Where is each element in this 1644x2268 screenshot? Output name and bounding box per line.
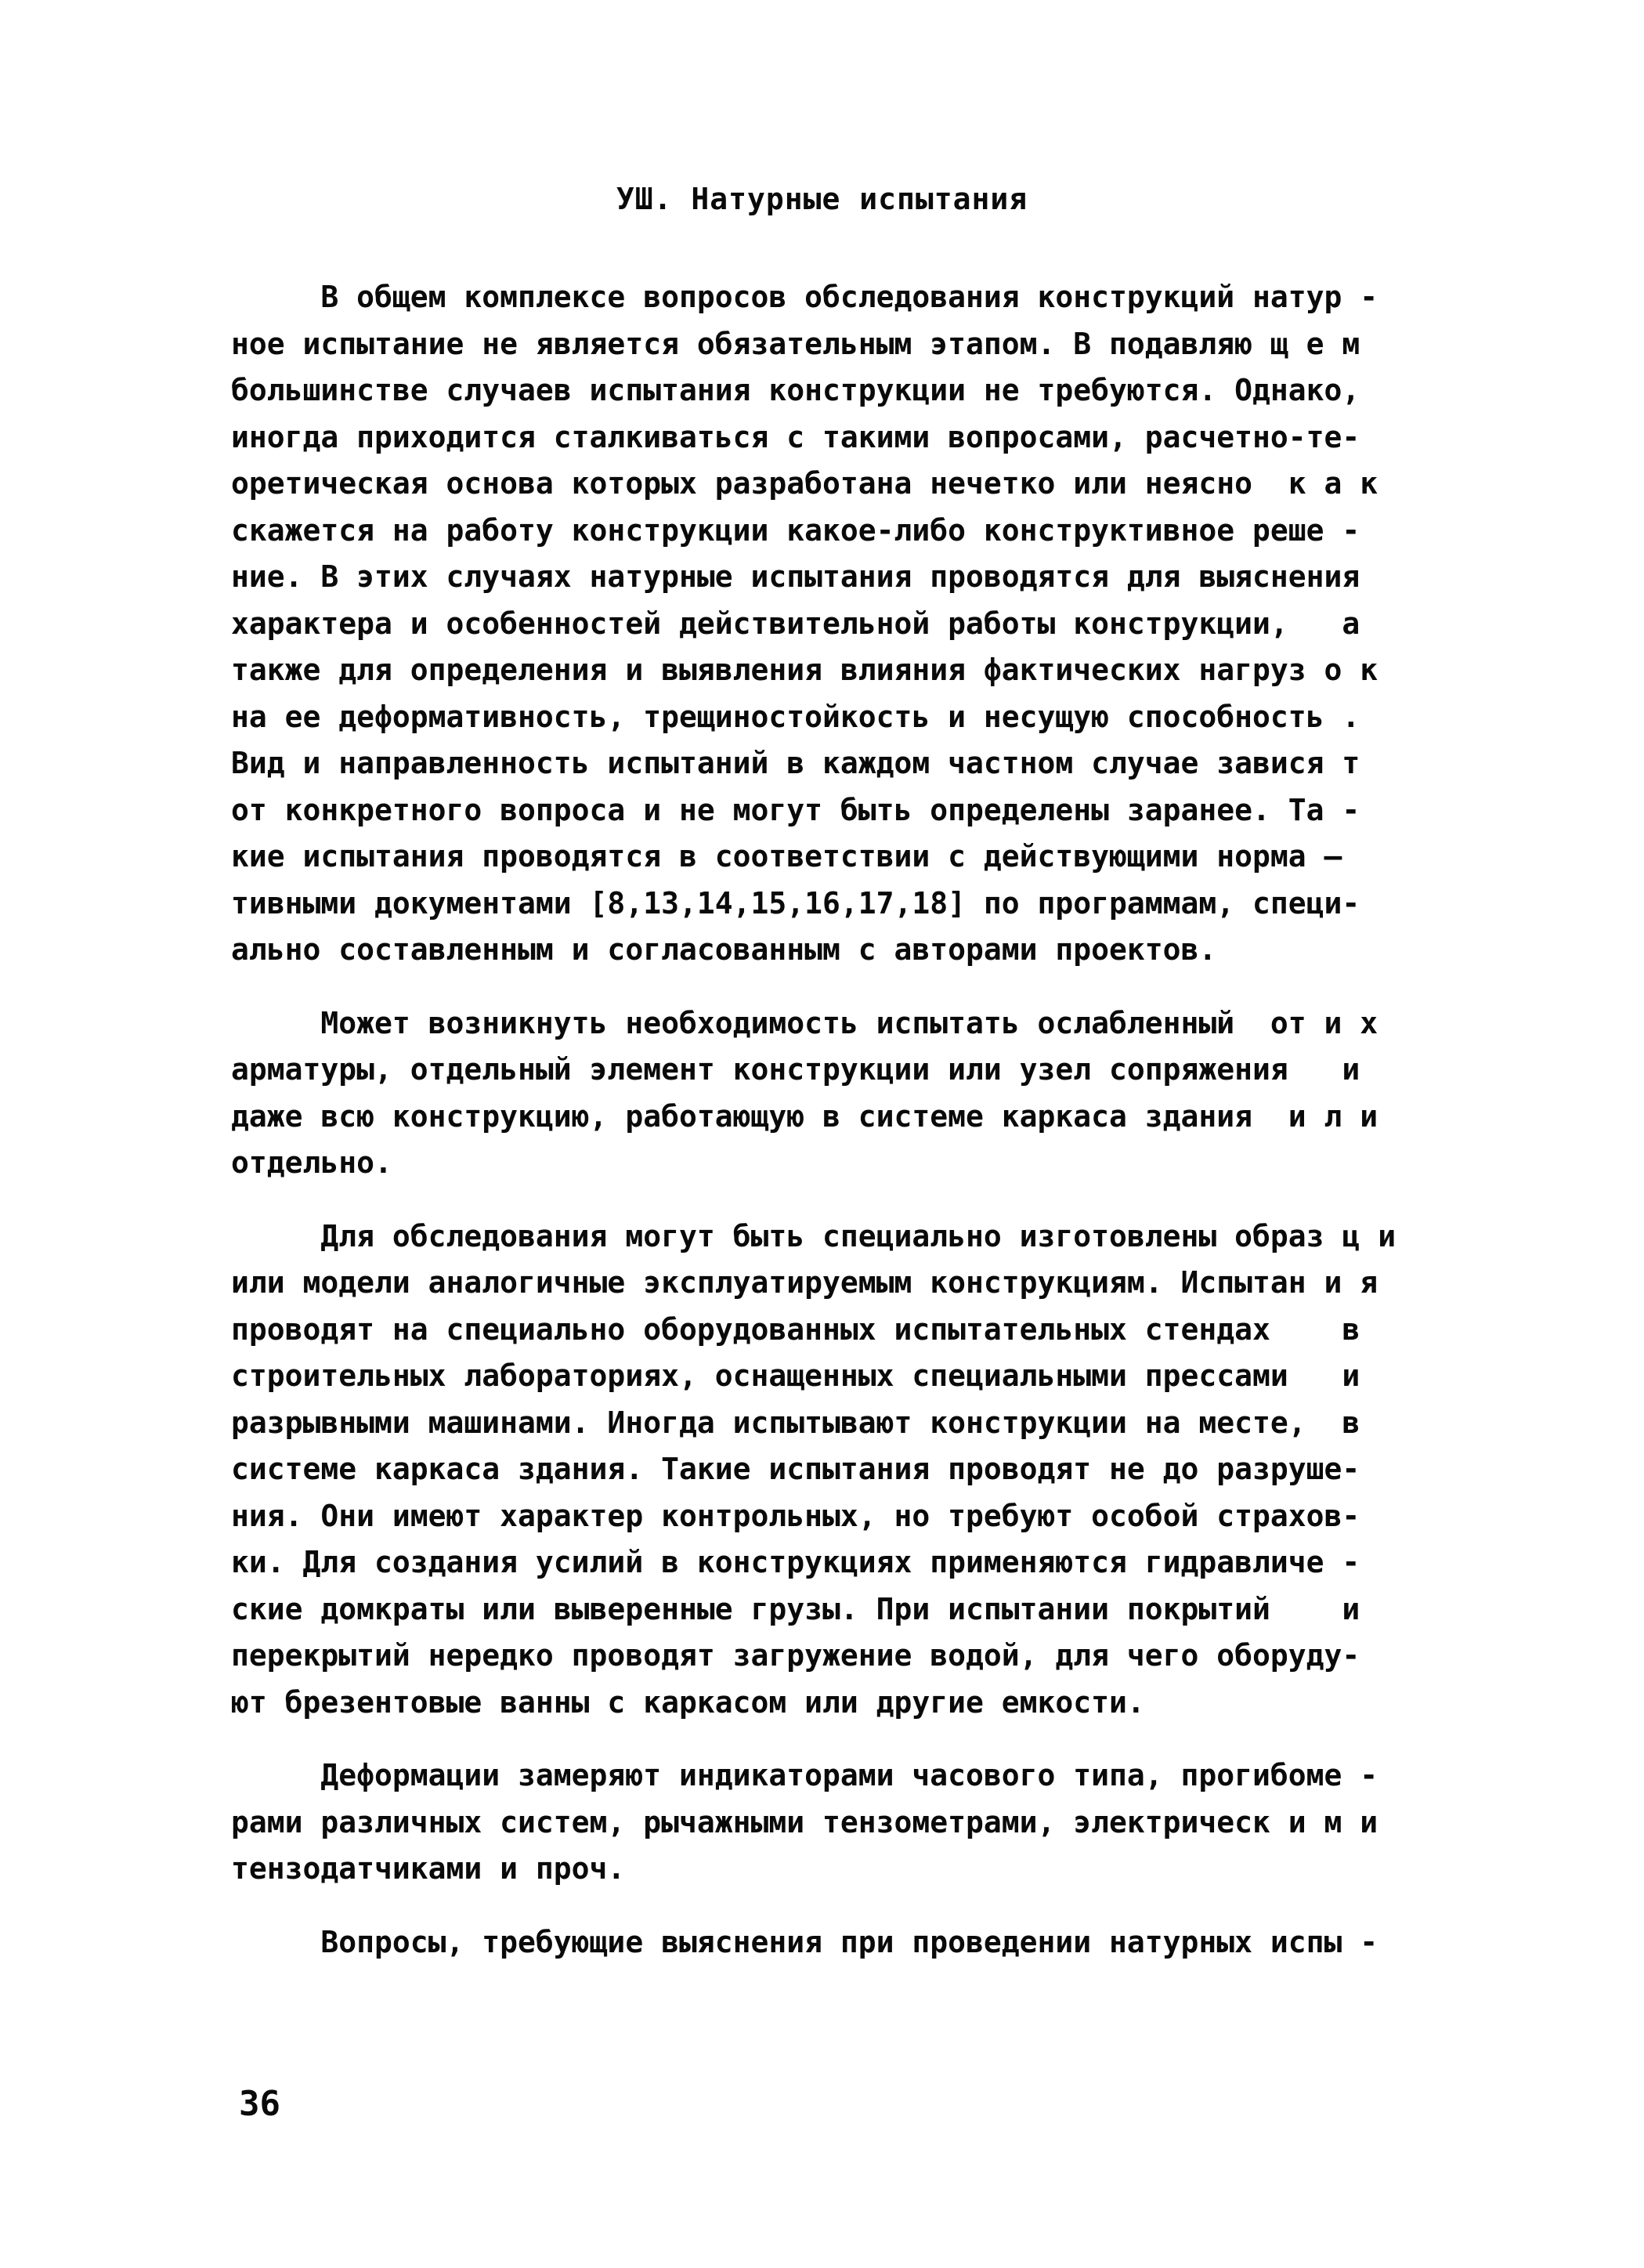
paragraph-2: [231, 1000, 1461, 1187]
text-line: ально составленным и согласованным с авторами проектов.: [231, 932, 1217, 967]
body-text: [231, 274, 1461, 1992]
paragraph-3: [231, 1214, 1461, 1727]
text-line: даже всю конструкцию, работающую в системе каркаса здания и л и: [231, 1098, 1378, 1134]
text-line: ки. Для создания усилий в конструкциях применяются гидравличе -: [231, 1545, 1360, 1579]
text-line: перекрытий нередко проводят загружение водой, для чего оборуду-: [231, 1638, 1360, 1673]
text-line: тивными документами [8,13,14,15,16,17,18] по программам, специ-: [231, 885, 1360, 921]
text-line: ют брезентовые ванны с каркасом или другие емкости.: [231, 1684, 1145, 1720]
text-line: ские домкраты или выверенные грузы. При испытании покрытий и: [231, 1591, 1360, 1626]
text-line: тензодатчиками и проч.: [231, 1851, 626, 1886]
text-line: отдельно.: [231, 1145, 392, 1180]
text-line: Может возникнуть необходимость испытать ослабленный от и х: [231, 1005, 1378, 1040]
paragraph-1: [231, 274, 1461, 974]
text-line: ния. Они имеют характер контрольных, но требуют особой страхов-: [231, 1498, 1360, 1533]
text-line: ние. В этих случаях натурные испытания проводятся для выяснения: [231, 559, 1360, 594]
text-line: Вид и направленность испытаний в каждом частном случае завися т: [231, 746, 1360, 780]
paragraph-4: [231, 1753, 1461, 1893]
text-line: Деформации замеряют индикаторами часового типа, прогибоме -: [231, 1758, 1378, 1792]
text-line: арматуры, отдельный элемент конструкции или узел сопряжения и: [231, 1052, 1360, 1087]
text-line: рами различных систем, рычажными тензометрами, электрическ и м и: [231, 1804, 1378, 1839]
text-line: ное испытание не является обязательным этапом. В подавляю щ е м: [231, 326, 1360, 361]
text-line: скажется на работу конструкции какое-либо конструктивное реше -: [231, 512, 1360, 548]
text-line: от конкретного вопроса и не могут быть определены заранее. Та -: [231, 792, 1360, 827]
text-line: большинстве случаев испытания конструкции не требуются. Однако,: [231, 373, 1360, 407]
text-line: кие испытания проводятся в соответствии с действующими норма —: [231, 839, 1342, 874]
text-line: также для определения и выявления влияния фактических нагруз о к: [231, 653, 1378, 687]
text-line: разрывными машинами. Иногда испытывают конструкции на месте, в: [231, 1405, 1360, 1440]
text-line: системе каркаса здания. Такие испытания проводят не до разруше-: [231, 1452, 1360, 1486]
text-line: строительных лабораториях, оснащенных специальными прессами и: [231, 1358, 1360, 1393]
text-line: характера и особенностей действительной работы конструкции, а: [231, 606, 1360, 641]
text-line: оретическая основа которых разработана нечетко или неясно к а к: [231, 466, 1378, 501]
text-line: иногда приходится сталкиваться с такими вопросами, расчетно-те-: [231, 419, 1360, 454]
text-line: Для обследования могут быть специально изготовлены образ ц и: [231, 1218, 1396, 1253]
text-line: В общем комплексе вопросов обследования конструкций натур -: [231, 280, 1378, 314]
paragraph-5: [231, 1919, 1461, 1966]
text-line: на ее деформативность, трещиностойкость и несущую способность .: [231, 699, 1360, 734]
text-line: Вопросы, требующие выяснения при проведении натурных испы -: [231, 1924, 1378, 1959]
text-line: или модели аналогичные эксплуатируемым конструкциям. Испытан и я: [231, 1265, 1378, 1300]
section-heading: УШ. Натурные испытания: [616, 182, 1028, 216]
page-number: 36: [239, 2084, 280, 2124]
text-line: проводят на специально оборудованных испытательных стендах в: [231, 1311, 1360, 1347]
